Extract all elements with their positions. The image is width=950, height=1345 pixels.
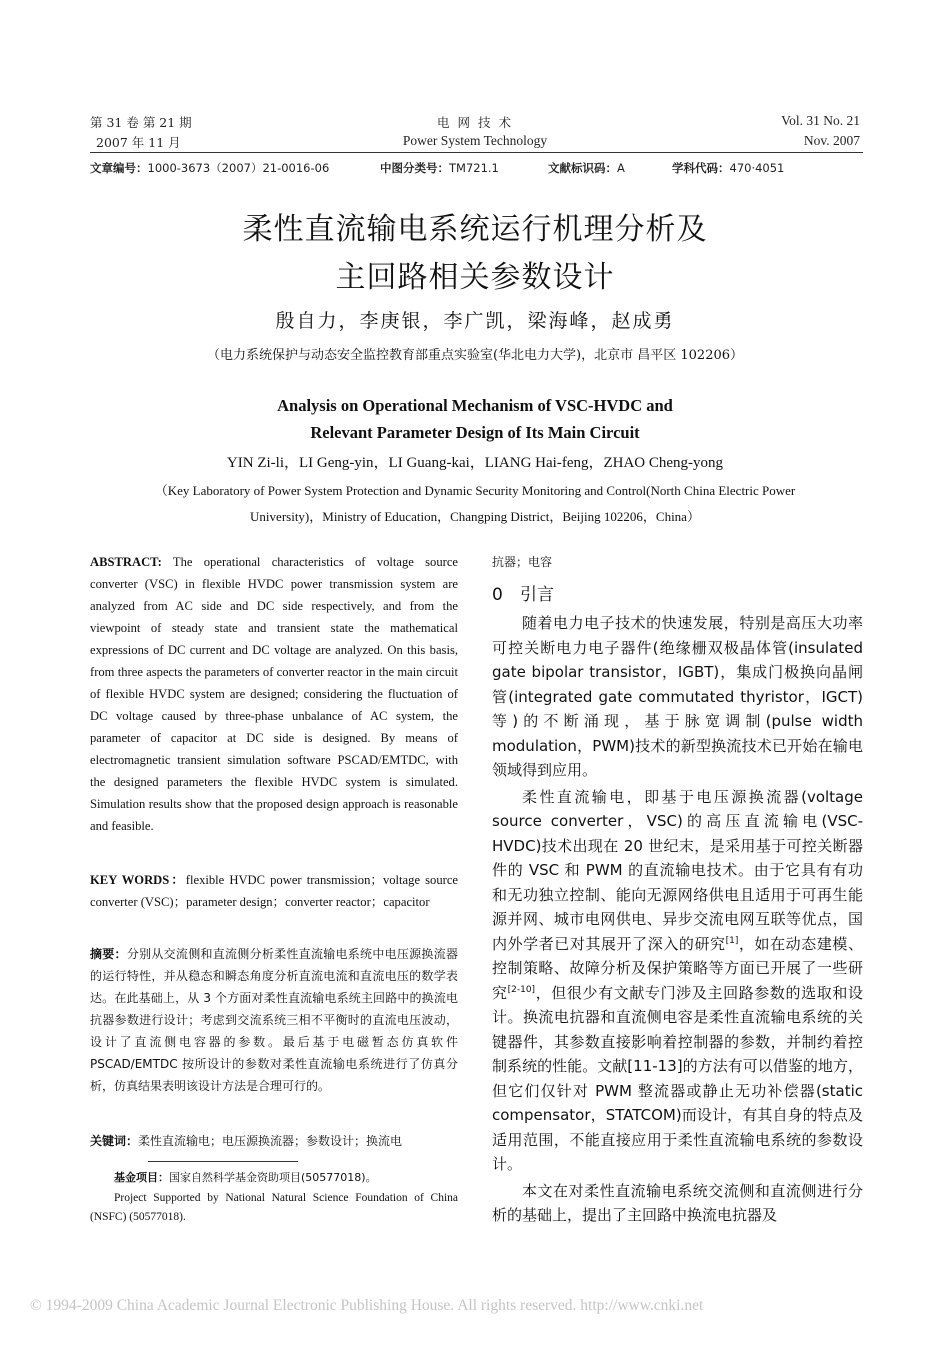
subject-code-value: 470·4051: [729, 161, 785, 175]
article-number: [90, 160, 329, 176]
citation-1: [1]: [725, 935, 739, 946]
funding-cn: [90, 1168, 458, 1187]
citation-2-10: [2-10]: [507, 984, 536, 995]
article-number-value: 1000-3673（2007）21-0016-06: [147, 161, 330, 175]
section-title: 引言: [520, 585, 554, 605]
abstract-cn: [90, 943, 458, 1097]
keywords-cn-continuation: 抗器；电容: [492, 555, 553, 569]
header-rule: [90, 152, 863, 153]
subject-code-label: 学科代码：: [672, 161, 730, 175]
body-paragraph-3: 本文在对柔性直流输电系统交流侧和直流侧进行分析的基础上，提出了主回路中换流电抗器及: [492, 1181, 863, 1224]
subject-code: [672, 160, 784, 176]
body-paragraph-2a: 柔性直流输电，即基于电压源换流器(voltage source converter，VSC)的高压直流输电(VSC-HVDC)技术出现在 20 世纪末，是采用基于可控关断器件的 VSC 和 PWM 的直流输电技术。由于它具有有功和无功独立控制、能向无源网络供电且适用于可再生能源并网、城市电网供电、异步交流电网互联等优点，国内外学者已对其展开了深入的研究: [492, 787, 863, 953]
keywords-en-label: KEY WORDS：: [90, 873, 186, 887]
affiliation-en-line2: University)，Ministry of Education，Changping District，Beijing 102206，China）: [250, 509, 700, 524]
journal-date-en: Nov. 2007: [803, 133, 860, 148]
clc-number: [380, 160, 499, 176]
title-en-line1: Analysis on Operational Mechanism of VSC-HVDC and: [277, 396, 673, 415]
body-paragraph-1: 随着电力电子技术的快速发展，特别是高压大功率可控关断电力电子器件(绝缘栅双极晶体管(insulated gate bipolar transistor，IGBT)，集成门极换向晶闸管(integrated gate commutated thyristor，IGCT)等)的不断涌现，基于脉宽调制(pulse width modulation，PWM)技术的新型换流技术已开始在输电领域得到应用。: [492, 614, 863, 779]
keywords-cn: [90, 1130, 458, 1152]
document-code-value: A: [617, 161, 625, 175]
body-paragraph-2: [492, 785, 863, 1177]
document-code-label: 文献标识码：: [548, 161, 617, 175]
section-number: 0: [492, 585, 503, 605]
body-paragraph-2c: ，但很少有文献专门涉及主回路参数的选取和设计。换流电抗器和直流侧电容是柔性直流输电系统的关键器件，其参数直接影响着控制器的参数，并制约着控制系统的性能。文献[11-13]的方法有可以借鉴的地方，但它们仅针对 PWM 整流器或静止无功补偿器(static compensator，STATCOM)而设计，有其自身的特点及适用范围，不能直接应用于柔性直流输电系统的参数设计。: [492, 983, 863, 1173]
clc-value: TM721.1: [449, 161, 499, 175]
authors-en: YIN Zi-li，LI Geng-yin，LI Guang-kai，LIANG Hai-feng，ZHAO Cheng-yong: [226, 455, 724, 471]
journal-volume-issue-cn: 第 31 卷 第 21 期: [90, 115, 192, 130]
affiliation-en-line1: （Key Laboratory of Power System Protection and Dynamic Security Monitoring and Control(North China Electric Power: [154, 483, 796, 498]
abstract-en-text: The operational characteristics of voltage source converter (VSC) in flexible HVDC power transmission system are analyzed from AC side and DC side respectively, and from the viewpoint of steady state and transient state the mathematical expressions of DC current and DC voltage are analyzed. On this basis, from three aspects the parameters of converter reactor in the main circuit of flexible HVDC system are designed; considering the fluctuation of DC voltage caused by three-phase unbalance of AC system, the parameter of capacitor at DC side is designed. By means of electromagnetic transient simulation software PSCAD/EMTDC, with the designed parameters the flexible HVDC system is simulated. Simulation results show that the proposed design approach is reasonable and feasible.: [90, 555, 458, 833]
body-text: [492, 611, 863, 1228]
abstract-en-label: ABSTRACT:: [90, 555, 162, 569]
abstract-en: [90, 551, 458, 837]
journal-date-cn: 2007 年 11 月: [96, 135, 181, 150]
funding-label-cn: 基金项目：: [114, 1171, 169, 1184]
funding-text-cn: 国家自然科学基金资助项目(50577018)。: [169, 1171, 377, 1184]
footnote-rule: [148, 1161, 298, 1162]
title-cn-line2: 主回路相关参数设计: [335, 260, 615, 295]
abstract-cn-label: 摘要：: [90, 947, 127, 961]
authors-cn: 殷自力，李庚银，李广凯，梁海峰，赵成勇: [275, 310, 675, 332]
funding-en: Project Supported by National Natural Science Foundation of China (NSFC) (50577018).: [90, 1192, 458, 1223]
copyright-watermark: © 1994-2009 China Academic Journal Electronic Publishing House. All rights reserved. http://www.cnki.net: [30, 1297, 704, 1314]
title-en-line2: Relevant Parameter Design of Its Main Circuit: [310, 423, 640, 442]
section-0-heading: [492, 580, 863, 605]
keywords-cn-label: 关键词：: [90, 1134, 139, 1148]
document-code: [548, 160, 625, 176]
journal-name-cn: 电 网 技 术: [437, 115, 513, 130]
journal-name-en: Power System Technology: [402, 133, 548, 148]
affiliation-cn: （电力系统保护与动态安全监控教育部重点实验室(华北电力大学)，北京市 昌平区 102206）: [206, 348, 744, 363]
keywords-cn-text: 柔性直流输电；电压源换流器；参数设计；换流电: [138, 1134, 403, 1148]
abstract-cn-text: 分别从交流侧和直流侧分析柔性直流输电系统中电压源换流器的运行特性，并从稳态和瞬态角度分析直流电流和直流电压的数学表达。在此基础上，从 3 个方面对柔性直流输电系统主回路中的换流电抗器参数进行设计；考虑到交流系统三相不平衡时的直流电压波动，设计了直流侧电容器的参数。最后基于电磁暂态仿真软件 PSCAD/EMTDC 按所设计的参数对柔性直流输电系统进行了仿真分析，仿真结果表明该设计方法是合理可行的。: [90, 947, 458, 1093]
keywords-en: [90, 869, 458, 913]
journal-volume-issue-en: Vol. 31 No. 21: [781, 113, 860, 128]
body-paragraph-2b: ，如在动态建模、控制策略、故障分析及保护策略等方面已开展了一些研究: [492, 934, 863, 1002]
clc-label: 中图分类号：: [380, 161, 449, 175]
article-number-label: 文章编号：: [90, 161, 148, 175]
title-cn-line1: 柔性直流输电系统运行机理分析及: [242, 212, 708, 247]
keywords-en-text: flexible HVDC power transmission；voltage source converter (VSC)；parameter design；converter reactor；capacitor: [90, 873, 458, 909]
